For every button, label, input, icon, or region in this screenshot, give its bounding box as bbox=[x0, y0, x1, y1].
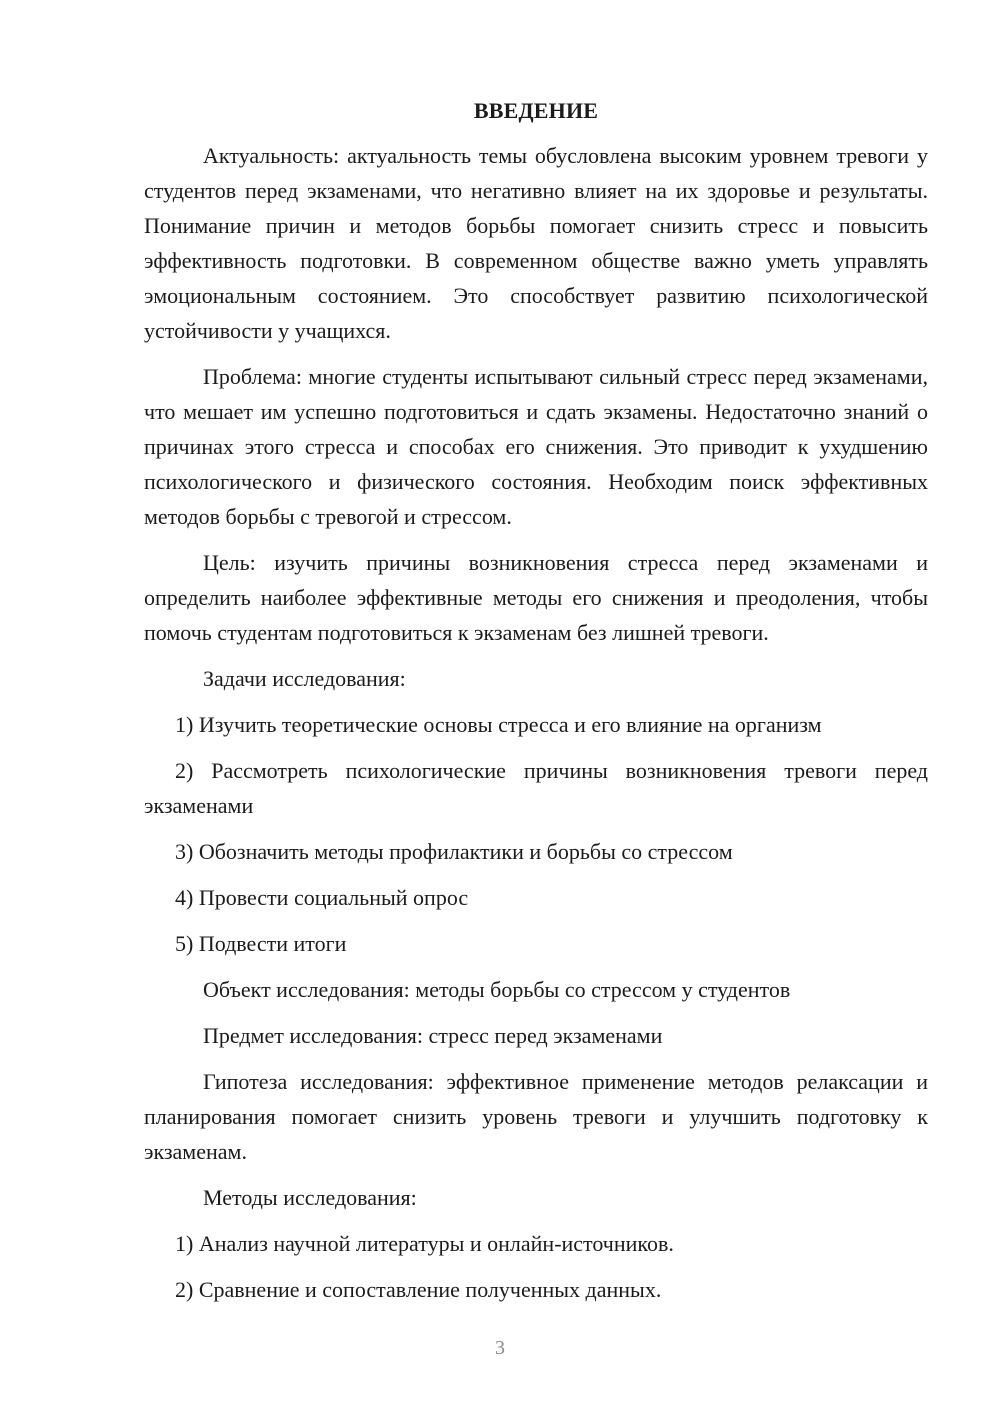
method-item: 2) Сравнение и сопоставление полученных данных. bbox=[175, 1277, 662, 1302]
task-item: 3) Обозначить методы профилактики и борьбы со стрессом bbox=[175, 839, 733, 864]
task-item: 5) Подвести итоги bbox=[175, 931, 347, 956]
page-number: 3 bbox=[495, 1337, 505, 1359]
methods-title: Методы исследования: bbox=[203, 1185, 417, 1210]
tasks-title: Задачи исследования: bbox=[203, 666, 406, 691]
task-item: 4) Провести социальный опрос bbox=[175, 885, 469, 910]
object-paragraph: Объект исследования: методы борьбы со стрессом у студентов bbox=[203, 977, 791, 1002]
method-item: 1) Анализ научной литературы и онлайн-источников. bbox=[175, 1231, 674, 1256]
goal-paragraph: Цель: изучить причины возникновения стресса перед экзаменами и определить наиболее эффективные методы его снижения и преодоления, чтобы помочь студентам подготовиться к экзаменам без лишней тревоги. bbox=[144, 550, 928, 645]
hypothesis-paragraph: Гипотеза исследования: эффективное применение методов релаксации и планирования помогает снизить уровень тревоги и улучшить подготовку к экзаменам. bbox=[144, 1069, 928, 1164]
problem-paragraph: Проблема: многие студенты испытывают сильный стресс перед экзаменами, что мешает им успешно подготовиться и сдать экзамены. Недостаточно знаний о причинах этого стресса и способах его снижения. Это приводит к ухудшению психологического и физического состояния. Необходим поиск эффективных методов борьбы с тревогой и стрессом. bbox=[144, 364, 928, 529]
task-item: 1) Изучить теоретические основы стресса и его влияние на организм bbox=[175, 712, 822, 737]
subject-paragraph: Предмет исследования: стресс перед экзаменами bbox=[203, 1023, 663, 1048]
document-page bbox=[144, 96, 928, 1307]
section-heading: ВВЕДЕНИЕ bbox=[473, 98, 599, 123]
task-item: 2) Рассмотреть психологические причины возникновения тревоги перед экзаменами bbox=[144, 758, 928, 818]
relevance-paragraph: Актуальность: актуальность темы обусловлена высоким уровнем тревоги у студентов перед экзаменами, что негативно влияет на их здоровье и результаты. Понимание причин и методов борьбы помогает снизить стресс и повысить эффективность подготовки. В современном обществе важно уметь управлять эмоциональным состоянием. Это способствует развитию психологической устойчивости у учащихся. bbox=[144, 143, 928, 343]
